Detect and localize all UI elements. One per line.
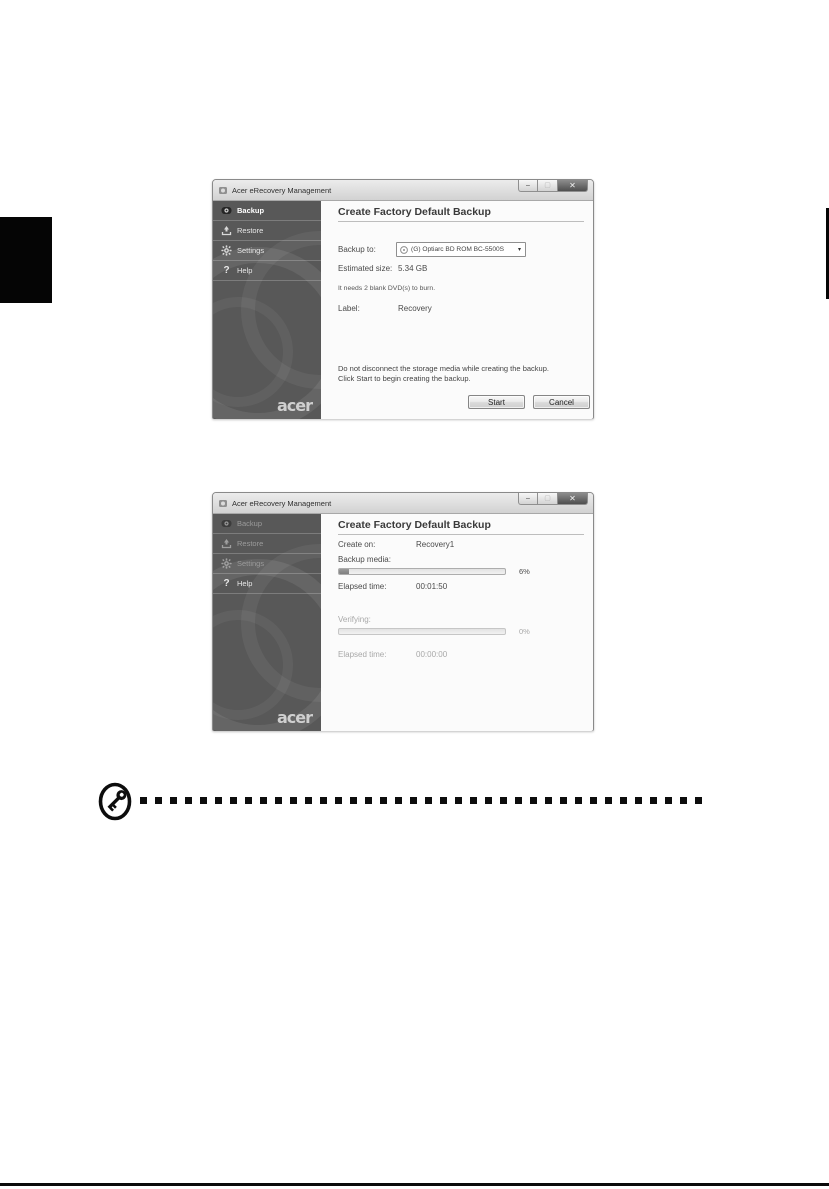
- note-dotted-rule: [140, 797, 705, 804]
- backup-progress-fill: [339, 569, 349, 574]
- gear-icon: [221, 558, 232, 569]
- backup-icon: [221, 205, 232, 216]
- restore-icon: [221, 225, 232, 236]
- titlebar[interactable]: [213, 180, 593, 201]
- verify-progress-percent: 0%: [519, 627, 530, 636]
- sidebar: [213, 201, 321, 419]
- sidebar-item-help[interactable]: [213, 574, 321, 594]
- sidebar-item-label: Settings: [237, 559, 265, 568]
- chevron-down-icon[interactable]: ▾: [517, 247, 521, 253]
- app-icon: [218, 498, 228, 508]
- sidebar-item-label: Help: [237, 266, 253, 275]
- sidebar-item-label: Backup: [237, 206, 265, 215]
- acer-logo: acer: [276, 396, 312, 415]
- window-title: Acer eRecovery Management: [232, 185, 332, 195]
- dropdown-selected-value: (G) Optiarc BD ROM BC-5500S: [411, 246, 505, 253]
- estimated-size-label: Estimated size:: [338, 264, 393, 273]
- elapsed-time-label: Elapsed time:: [338, 650, 387, 659]
- sidebar-item-label: Restore: [237, 539, 264, 548]
- sidebar-item-help[interactable]: [213, 261, 321, 281]
- close-button[interactable]: ✕: [558, 493, 588, 505]
- key-icon: [95, 781, 136, 823]
- acer-logo: acer: [276, 708, 312, 727]
- disc-icon: [400, 246, 408, 254]
- verify-progress-bar: [338, 628, 506, 635]
- sidebar-item-settings[interactable]: [213, 241, 321, 261]
- restore-icon: [221, 538, 232, 549]
- sidebar-item-label: Help: [237, 579, 253, 588]
- sidebar-item-backup[interactable]: [213, 201, 321, 221]
- window-title: Acer eRecovery Management: [232, 498, 332, 508]
- sidebar-item-backup: [213, 514, 321, 534]
- elapsed-time-label: Elapsed time:: [338, 582, 387, 591]
- main-pane: [321, 514, 593, 731]
- create-on-value: Recovery1: [416, 540, 455, 549]
- sidebar-item-restore[interactable]: [213, 221, 321, 241]
- page-title: Create Factory Default Backup: [338, 519, 491, 531]
- backup-progress-percent: 6%: [519, 567, 530, 576]
- blank-dvd-note: It needs 2 blank DVD(s) to burn.: [338, 285, 436, 292]
- label-value: Recovery: [398, 304, 432, 313]
- elapsed-time-value: 00:00:00: [416, 650, 448, 659]
- heading-rule: [338, 534, 584, 535]
- verifying-label: Verifying:: [338, 615, 371, 624]
- label-label: Label:: [338, 304, 360, 313]
- sidebar-item-restore: [213, 534, 321, 554]
- bottom-page-rule: [0, 1183, 829, 1186]
- create-on-label: Create on:: [338, 540, 376, 549]
- estimated-size-value: 5.34 GB: [398, 264, 428, 273]
- sidebar-item-label: Restore: [237, 226, 264, 235]
- help-icon: ?: [223, 577, 230, 589]
- start-button[interactable]: Start: [468, 395, 525, 409]
- minimize-button[interactable]: –: [518, 493, 538, 505]
- heading-rule: [338, 221, 584, 222]
- backup-icon: [221, 518, 232, 529]
- backup-progress-bar: [338, 568, 506, 575]
- backup-media-label: Backup media:: [338, 555, 391, 564]
- main-pane: [321, 201, 593, 419]
- gear-icon: [221, 245, 232, 256]
- cancel-button[interactable]: Cancel: [533, 395, 590, 409]
- window-create-backup: [212, 179, 594, 419]
- warning-line-2: Click Start to begin creating the backup.: [338, 374, 471, 383]
- sidebar-item-settings: [213, 554, 321, 574]
- elapsed-time-value: 00:01:50: [416, 582, 448, 591]
- warning-line-1: Do not disconnect the storage media while creating the backup.: [338, 364, 549, 373]
- sidebar-item-label: Settings: [237, 246, 265, 255]
- sidebar-item-label: Backup: [237, 519, 263, 528]
- close-button[interactable]: ✕: [558, 180, 588, 192]
- maximize-button[interactable]: ▢: [538, 493, 558, 505]
- sidebar: [213, 514, 321, 731]
- maximize-button[interactable]: ▢: [538, 180, 558, 192]
- app-icon: [218, 185, 228, 195]
- window-backup-progress: [212, 492, 594, 731]
- titlebar[interactable]: [213, 493, 593, 514]
- minimize-button[interactable]: –: [518, 180, 538, 192]
- page-title: Create Factory Default Backup: [338, 206, 491, 218]
- help-icon: ?: [223, 264, 230, 276]
- backup-to-label: Backup to:: [338, 245, 376, 254]
- backup-destination-dropdown[interactable]: [396, 242, 526, 257]
- chapter-edge-tab: [0, 217, 52, 303]
